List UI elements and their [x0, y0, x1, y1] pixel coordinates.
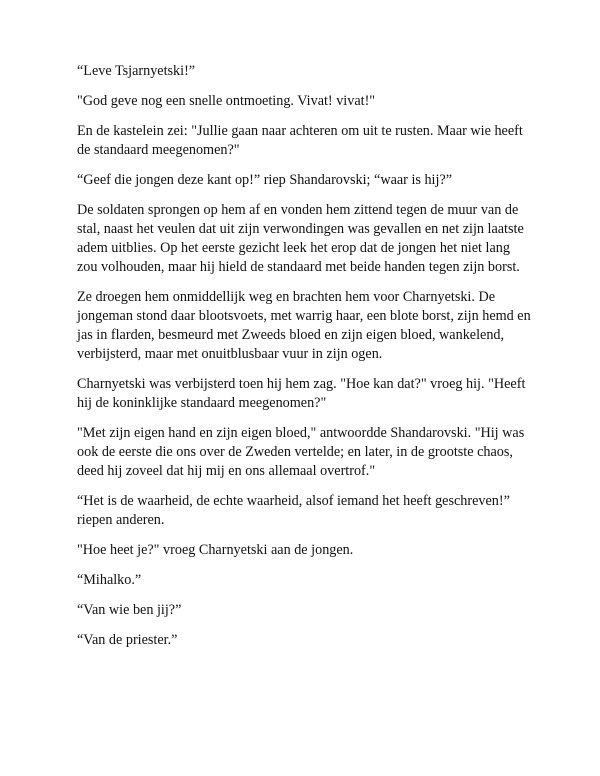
paragraph-2: "God geve nog een snelle ontmoeting. Vivat! vivat!": [77, 93, 376, 109]
paragraph-10: "Hoe heet je?" vroeg Charnyetski aan de jongen.: [77, 542, 354, 558]
paragraph-4: “Geef die jongen deze kant op!” riep Shandarovski; “waar is hij?”: [77, 172, 453, 188]
paragraph-5: De soldaten sprongen op hem af en vonden hem zittend tegen de muur van de stal, naast het veulen dat uit zijn verwondingen was gevallen en net zijn laatste adem uitblies. Op het eerste gezicht leek het erop dat de jongen het niet lang zou volhouden, maar hij hield de standaard met beide handen tegen zijn borst.: [77, 202, 524, 275]
document-page: [77, 62, 532, 661]
paragraph-3: En de kastelein zei: "Jullie gaan naar achteren om uit te rusten. Maar wie heeft de standaard meegenomen?": [77, 123, 523, 158]
paragraph-9: “Het is de waarheid, de echte waarheid, alsof iemand het heeft geschreven!” riepen anderen.: [77, 493, 510, 528]
paragraph-12: “Van wie ben jij?”: [77, 602, 182, 618]
paragraph-6: Ze droegen hem onmiddellijk weg en brachten hem voor Charnyetski. De jongeman stond daar blootsvoets, met warrig haar, een blote borst, zijn hemd en jas in flarden, besmeurd met Zweeds bloed en zijn eigen bloed, wankelend, verbijsterd, maar met onuitblusbaar vuur in zijn ogen.: [77, 289, 531, 362]
paragraph-13: “Van de priester.”: [77, 632, 178, 648]
paragraph-1: “Leve Tsjarnyetski!”: [77, 63, 196, 79]
paragraph-11: “Mihalko.”: [77, 572, 142, 588]
paragraph-8: "Met zijn eigen hand en zijn eigen bloed," antwoordde Shandarovski. "Hij was ook de eerste die ons over de Zweden vertelde; en later, in de grootste chaos, deed hij zoveel dat hij mij en ons allemaal overtrof.": [77, 425, 525, 479]
paragraph-7: Charnyetski was verbijsterd toen hij hem zag. "Hoe kan dat?" vroeg hij. "Heeft hij de koninklijke standaard meegenomen?": [77, 376, 526, 411]
